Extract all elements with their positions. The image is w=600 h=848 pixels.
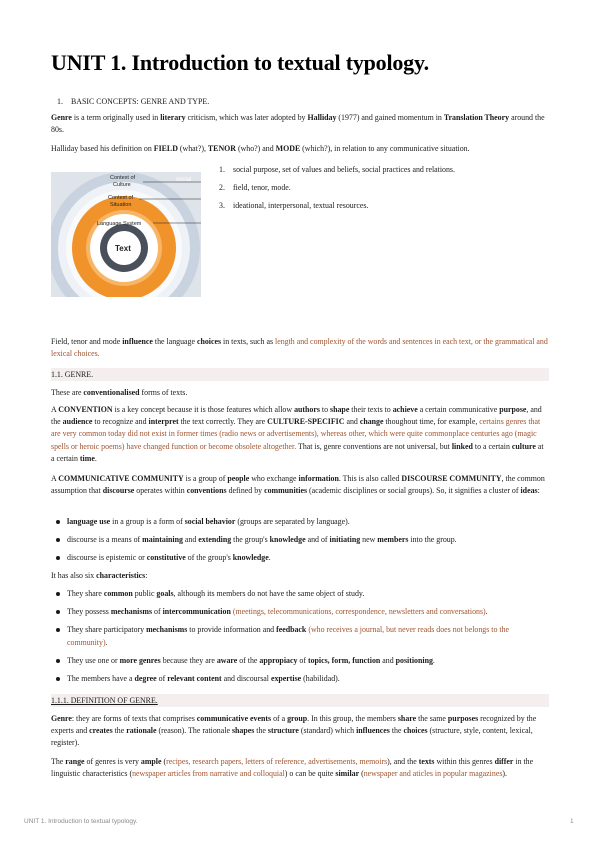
culture-label-2: Culture (113, 182, 131, 188)
genre-intro-line: These are conventionalised forms of texts. (51, 388, 188, 397)
culture-label-1: Context of (110, 175, 136, 181)
ideas-list (51, 516, 549, 571)
situation-label-2: Situation (110, 202, 132, 208)
diagram-list-item: 2. field, tenor, mode. (219, 183, 291, 193)
convention-paragraph: A CONVENTION is a key concept because it is those features which allow authors to shape their texts to achieve a certain communicative purpose, and the audience to recognize and interpret the text correctly. They are CULTURE-SPECIFIC and change thoughout time, for example, certains genres that are very common today did not exist in former times (radio news or advertisements), whereas other, which were quite commonplace centuries ago (magic spells or heroic poems) have changed function or become obsolete altogether. That is, genre conventions are not universal, but linked to a certain culture at a certain time. (51, 405, 544, 463)
ideas-list-item: discourse is epistemic or constitutive of the group's knowledge. (51, 552, 549, 564)
field-tenor-mode-paragraph: Field, tenor and mode influence the language choices in texts, such as length and complexity of the words and sentences in each text, or the grammatical and lexical choices. (51, 337, 548, 359)
situation-label-1: Context of (108, 195, 134, 201)
characteristics-list-item: They use one or more genres because they are aware of the appropiacy of topics, form, function and positioning. (51, 655, 549, 667)
community-paragraph: A COMMUNICATIVE COMMUNITY is a group of people who exchange information. This is also called DISCOURSE COMMUNITY, the common assumption that discourse operates within conventions defined by communities (academic disciplines or social groups). So, it signifies a cluster of ideas: (51, 474, 545, 496)
characteristics-list-item: The members have a degree of relevant content and discoursal expertise (habilidad). (51, 673, 549, 685)
ideas-list-item: language use in a group is a form of social behavior (groups are separated by language). (51, 516, 549, 528)
genre-definition-paragraph: Genre: they are forms of texts that comprises communicative events of a group. In this group, the members share the same purposes recognized by the experts and creates the rationale (reason). The rationale shapes the structure (standard) which influences the choices (structure, style, content, lexical, register). (51, 714, 537, 748)
genre-intro-paragraph: Genre is a term originally used in literary criticism, which was later adopted by Halliday (1977) and gained momentum in Translation Theory around the 80s. (51, 113, 545, 135)
section-heading: 1. BASIC CONCEPTS: GENRE AND TYPE. (57, 97, 210, 106)
page-title: UNIT 1. Introduction to textual typology. (51, 50, 429, 75)
characteristics-list-item: They possess mechanisms of intercommunication (meetings, telecommunications, correspondence, newsletters and conversations). (51, 606, 549, 618)
context-diagram (51, 172, 201, 297)
characteristics-list-item: They share common public goals, although its members do not have the same object of study. (51, 588, 549, 600)
halliday-paragraph: Halliday based his definition on FIELD (what?), TENOR (who?) and MODE (which?), in relation to any communicative situation. (51, 144, 470, 153)
ideas-list-item: discourse is a means of maintaining and extending the group's knowledge and of initiating new members into the group. (51, 534, 549, 546)
language-system-label: Language System (97, 221, 142, 227)
social-label: social (176, 177, 192, 183)
footer-title: UNIT 1. Introduction to textual typology. (24, 818, 138, 825)
characteristics-intro: It has also six characteristics: (51, 571, 148, 580)
genre-section-heading: 1.1. GENRE. (51, 368, 549, 381)
characteristics-list-item: They share participatory mechanisms to provide information and feedback (who receives a journal, but never reads does not belongs to the community). (51, 624, 549, 648)
context-diagram-svg (51, 172, 201, 297)
text-label: Text (115, 244, 131, 253)
genre-range-paragraph: The range of genres is very ample (recipes, research papers, letters of reference, advertisements, memoirs), and the texts within this genres differ in the linguistic characteristics (newspaper articles from narrative and colloquial) o can be quite similar (newspaper and aticles in popular magazines). (51, 757, 534, 779)
definition-section-heading: 1.1.1. DEFINITION OF GENRE. (51, 694, 549, 707)
page-number: 1 (570, 818, 574, 825)
diagram-list (219, 164, 549, 213)
section-list (57, 96, 209, 108)
diagram-list-item: 1. social purpose, set of values and beliefs, social practices and relations. (219, 165, 455, 174)
characteristics-list (51, 588, 549, 691)
diagram-list-item: 3. ideational, interpersonal, textual resources. (219, 201, 369, 211)
